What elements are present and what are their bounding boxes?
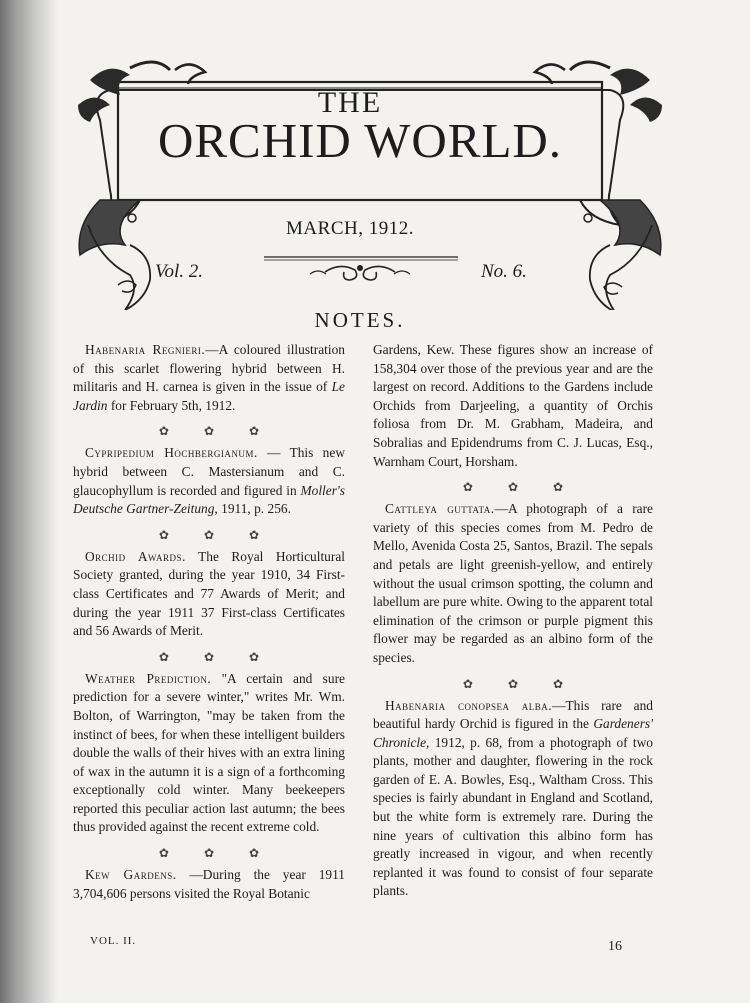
note-head: Orchid Awards. — [85, 548, 186, 564]
note-tail: 1911, p. 256. — [217, 501, 291, 517]
left-column — [73, 341, 345, 905]
note-text: The Royal Horticultural Society granted, during the year 1910, 34 First-class Certificates and 77 Awards of Merit; and during the year 1911 37 First-class Certificates and 56 Awards of Merit. — [73, 548, 345, 639]
note-italic: Gardeners' Chronicle, — [373, 716, 653, 750]
note-cypripedium — [73, 444, 345, 518]
page-number: 16 — [608, 939, 622, 954]
section-heading: NOTES. — [314, 308, 406, 332]
note-cattleya-guttata — [373, 500, 653, 667]
note-habenaria-regnieri — [73, 341, 345, 415]
ornament-divider: ✿ ✿ ✿ — [158, 846, 276, 861]
note-head: Cattleya guttata. — [385, 501, 495, 517]
ornament-divider: ✿ ✿ ✿ — [158, 424, 276, 439]
note-text: —During the year 1911 3,704,606 persons visited the Royal Botanic — [73, 867, 345, 901]
page-gutter-shadow — [0, 0, 58, 1003]
note-italic: Moller's Deutsche Gartner-Zeitung, — [73, 482, 345, 517]
note-text: "A certain and sure prediction for a severe winter," writes Mr. Wm. Bolton, of Warrington, "may be taken from the instinct of bees, for when these intelligent builders double the walls of their hives with an extra lining of wax in the autumn it is a sign of a forthcoming exceptionally cold winter. Many beekeepers reported this peculiar action last autumn; the bees thus provided against the recent extreme cold. — [73, 670, 345, 835]
volume-label: Vol. 2. — [155, 261, 204, 282]
note-head: Habenaria Regnieri. — [85, 342, 206, 357]
footer-volume: VOL. II. — [90, 935, 137, 947]
note-head: Weather Prediction. — [85, 670, 212, 686]
note-head: Habenaria conopsea alba. — [385, 697, 553, 713]
note-orchid-awards — [73, 548, 345, 641]
issue-date: MARCH, 1912. — [286, 218, 414, 239]
note-text: — This new hybrid between C. Mastersianum and C. glaucophyllum is recorded and figured in — [73, 445, 345, 498]
note-habenaria-conopsea — [373, 697, 653, 902]
masthead-title: ORCHID WORLD. — [157, 113, 563, 168]
note-head: Cypripedium Hochbergianum. — [85, 445, 258, 461]
masthead — [70, 50, 670, 310]
note-text: —This rare and beautiful hardy Orchid is figured in the — [373, 697, 653, 732]
note-tail: 1912, p. 68, from a photograph of two plants, mother and daughter, flowering in the rock garden of E. A. Bowles, Esq., Waltham Cross. This species is fairly abundant in England and Scotland, but the white form is extremely rare. During the nine years of cultivation this albino form has greatly increased in vigour, and when recently replanted it was found to consist of four separate plants. — [373, 734, 653, 899]
right-column — [373, 341, 653, 903]
note-text: —A coloured illustration of this scarlet flowering hybrid between H. militaris and H. carnea is given in the issue of — [73, 342, 345, 395]
note-tail: for February 5th, 1912. — [107, 397, 236, 413]
note-kew-gardens — [73, 866, 345, 903]
note-italic: Le Jardin — [73, 379, 345, 413]
ornament-divider: ✿ ✿ ✿ — [158, 527, 276, 542]
note-head: Kew Gardens. — [85, 867, 177, 883]
masthead-the: THE — [317, 86, 383, 119]
ornament-divider: ✿ ✿ ✿ — [158, 649, 276, 664]
note-weather-prediction — [73, 670, 345, 837]
issue-number: No. 6. — [481, 261, 527, 282]
ornament-divider: ✿ ✿ ✿ — [462, 676, 580, 691]
note-kew-gardens-continued: Gardens, Kew. These figures show an increase of 158,304 over those of the previous year and are the largest on record. Additions to the Gardens include Orchids from Darjeeling, a quantity of Orchis foliosa from Dr. M. Grabham, Madeira, and Sobralias and Epidendrums from C. J. Lucas, Esq., Warnham Court, Horsham. — [373, 342, 653, 469]
ornament-divider: ✿ ✿ ✿ — [462, 480, 580, 495]
note-text: —A photograph of a rare variety of this species comes from M. Pedro de Mello, Avenida Costa 25, Santos, Brazil. The sepals and petals are light greenish-yellow, and entirely without the usual crimson spotting, the column and labellum are pure white. Owing to the apparent total elimination of the crimson or purple pigment this flower may be regarded as an albino form of the species. — [373, 501, 653, 665]
